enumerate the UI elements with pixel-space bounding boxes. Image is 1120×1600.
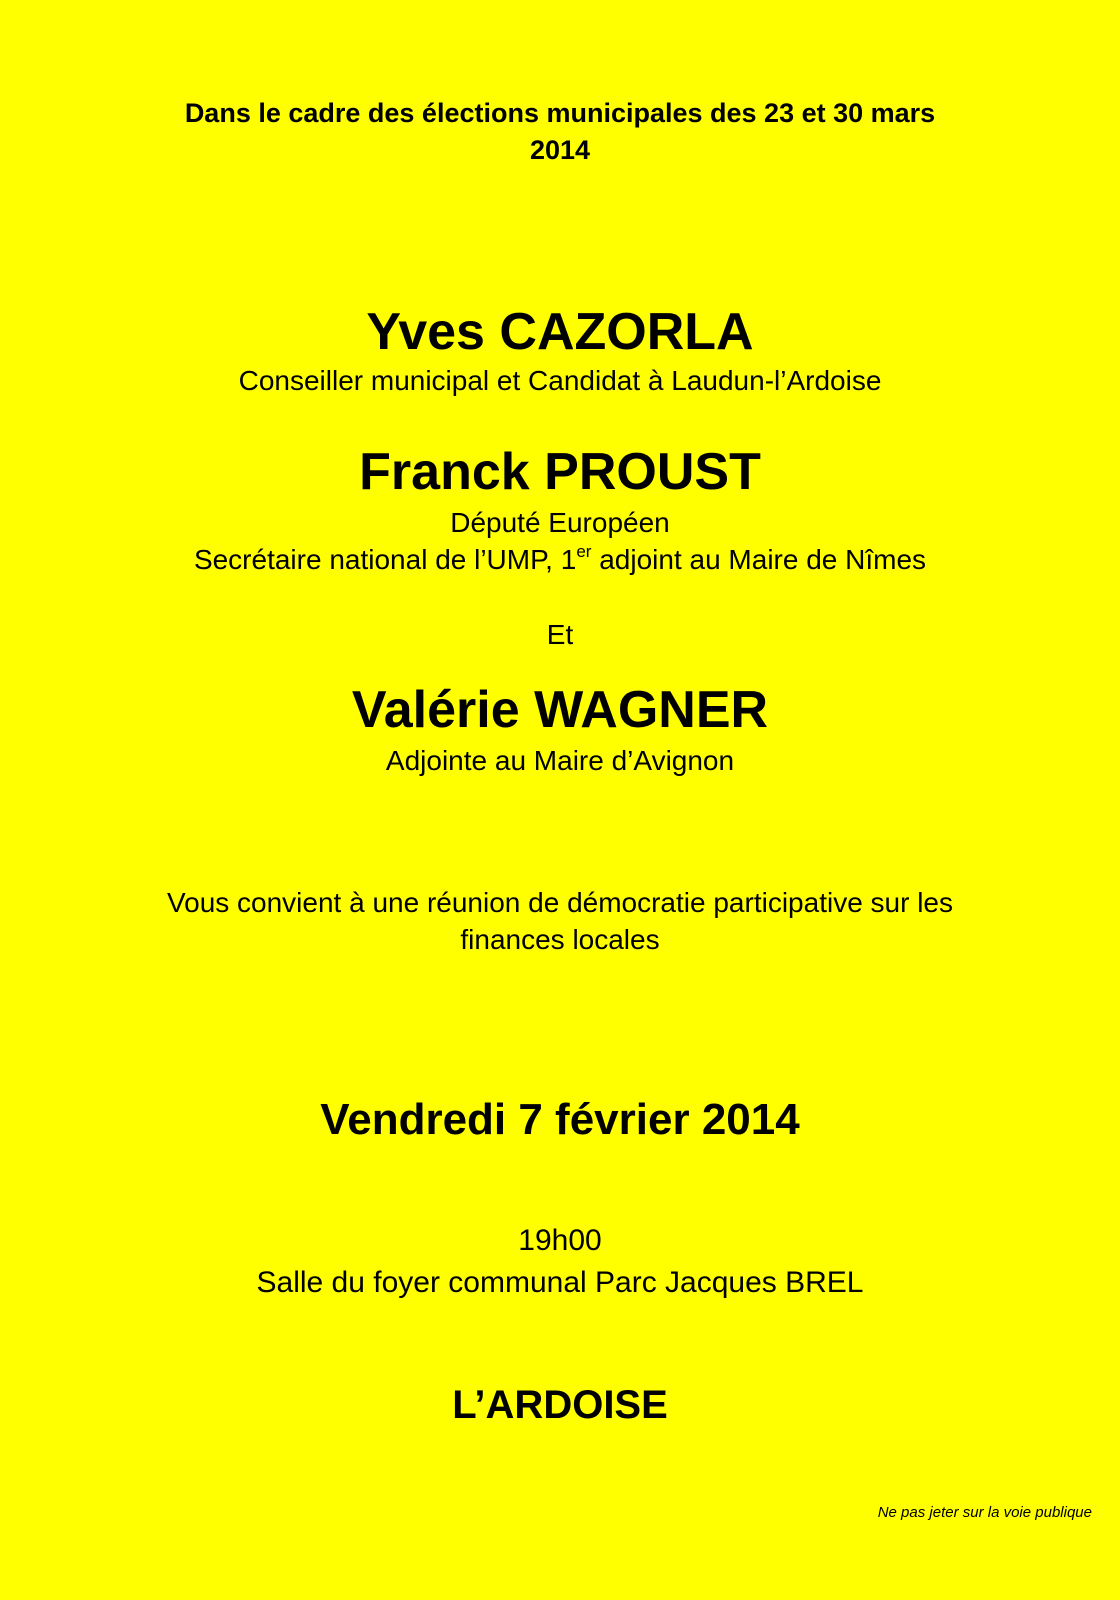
speaker-role2-proust	[0, 542, 1120, 578]
speaker-name-wagner: Valérie WAGNER	[351, 681, 769, 739]
speaker-role2-pre: Secrétaire national de l’UMP, 1	[193, 544, 577, 575]
speaker-role2-sup: er	[576, 541, 592, 561]
speaker-role-wagner: Adjointe au Maire d’Avignon	[385, 745, 735, 776]
invitation-line-2: finances locales	[460, 924, 660, 955]
invitation-line-1: Vous convient à une réunion de démocratie participative sur les	[166, 887, 954, 918]
speaker-role-proust: Député Européen	[450, 507, 670, 538]
speaker-name-proust: Franck PROUST	[359, 443, 761, 501]
header-line-1: Dans le cadre des élections municipales des 23 et 30 mars	[184, 98, 936, 128]
event-date: Vendredi 7 février 2014	[320, 1095, 800, 1144]
speaker-name-cazorla: Yves CAZORLA	[366, 303, 754, 361]
speaker-role-cazorla: Conseiller municipal et Candidat à Laudun-l’Ardoise	[238, 365, 882, 396]
connector-et: Et	[546, 619, 574, 650]
header-line-2: 2014	[529, 135, 591, 165]
event-venue: Salle du foyer communal Parc Jacques BREL	[256, 1266, 864, 1299]
footer-note: Ne pas jeter sur la voie publique	[877, 1504, 1092, 1521]
event-town: L’ARDOISE	[452, 1383, 668, 1427]
speaker-role2-post: adjoint au Maire de Nîmes	[591, 544, 927, 575]
event-time: 19h00	[518, 1224, 602, 1257]
